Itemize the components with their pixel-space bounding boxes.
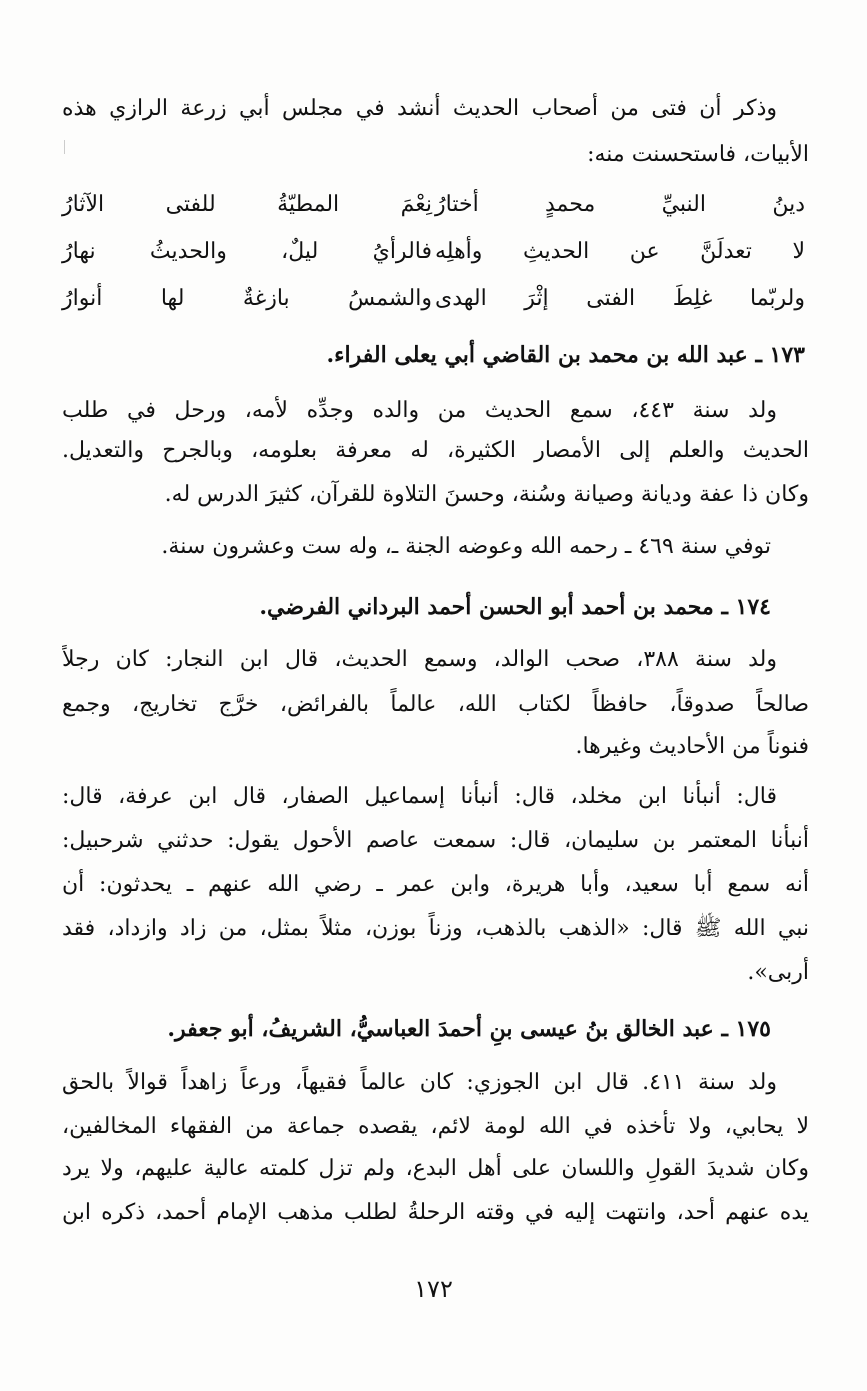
entry-174-line-2: صالحاً صدوقاً، حافظاً لكتاب الله، عالماً بالفرائض، خرَّج تخاريج، وجمع [62,692,809,717]
verse-2-second-hemistich: فالرأيُ ليلٌ، والحديثُ نهارُ [62,239,432,264]
page-number: ١٧٢ [414,1275,453,1303]
verse-1-first-hemistich: دينُ النبيِّ محمدٍ أختارُ [435,192,805,217]
entry-175-line-3: وكان شديدَ القولِ واللسان على أهل البدع، ولم تزل كلمته عالية عليهم، ولا يرد [62,1156,809,1181]
entry-174-quote-line-3: أنه سمع أبا سعيد، وأبا هريرة، وابن عمر ـ رضي الله عنهم ـ يحدثون: أن [62,872,809,897]
entry-175-heading: ١٧٥ ـ عبد الخالق بنُ عيسى بنِ أحمدَ العباسيُّ، الشريفُ، أبو جعفر. [167,1016,771,1042]
entry-173-line-2: الحديث والعلم إلى الأمصار الكثيرة، له معرفة بعلومه، وبالجرح والتعديل. [62,438,809,463]
entry-175-line-4: يده عنهم أحد، وانتهت إليه في وقته الرحلةُ لطلب مذهب الإمام أحمد، ذكره ابن [62,1200,809,1225]
entry-173-line-3: وكان ذا عفة وديانة وصيانة وسُنة، وحسنَ التلاوة للقرآن، كثيرَ الدرس له. [164,482,809,507]
verse-2-first-hemistich: لا تعدلَنَّ عن الحديثِ وأهلِه [435,239,805,264]
entry-174-heading: ١٧٤ ـ محمد بن أحمد أبو الحسن أحمد البرداني الفرضي. [259,594,771,620]
entry-175-line-1: ولد سنة ٤١١. قال ابن الجوزي: كان عالماً فقيهاً، ورعاً زاهداً قوالاً بالحق [62,1070,777,1095]
intro-line-2: الأبيات، فاستحسنت منه: [587,142,809,167]
entry-174-quote-line-2: أنبأنا المعتمر بن سليمان، قال: سمعت عاصم الأحول يقول: حدثني شرحبيل: [62,828,809,853]
entry-174-line-3: فنوناً من الأحاديث وغيرها. [575,734,809,759]
entry-175-line-2: لا يحابي، ولا تأخذه في الله لومة لائم، يقصده جماعة من الفقهاء المخالفين، [62,1114,809,1139]
verse-1-second-hemistich: نِعْمَ المطيّةُ للفتى الآثارُ [62,192,432,217]
entry-174-quote-line-5: أربى». [747,960,809,985]
entry-173-death-line: توفي سنة ٤٦٩ ـ رحمه الله وعوضه الجنة ـ، وله ست وعشرون سنة. [161,534,771,559]
entry-173-heading: ١٧٣ ـ عبد الله بن محمد بن القاضي أبي يعلى الفراء. [326,342,805,368]
entry-173-line-1: ولد سنة ٤٤٣، سمع الحديث من والده وجدِّه لأمه، ورحل في طلب [62,398,777,423]
entry-174-quote-line-1: قال: أنبأنا ابن مخلد، قال: أنبأنا إسماعيل الصفار، قال ابن عرفة، قال: [62,784,777,809]
verse-3-second-hemistich: والشمسُ بازغةٌ لها أنوارُ [62,286,432,311]
verse-3-first-hemistich: ولربّما غلِطَ الفتى إثْرَ الهدى [435,286,805,311]
entry-174-line-1: ولد سنة ٣٨٨، صحب الوالد، وسمع الحديث، قال ابن النجار: كان رجلاً [62,647,777,672]
intro-line-1: وذكر أن فتى من أصحاب الحديث أنشد في مجلس أبي زرعة الرازي هذه [62,96,777,121]
entry-174-quote-line-4: نبي الله ﷺ قال: «الذهب بالذهب، وزناً بوزن، مثلاً بمثل، من زاد وازداد، فقد [62,916,809,941]
